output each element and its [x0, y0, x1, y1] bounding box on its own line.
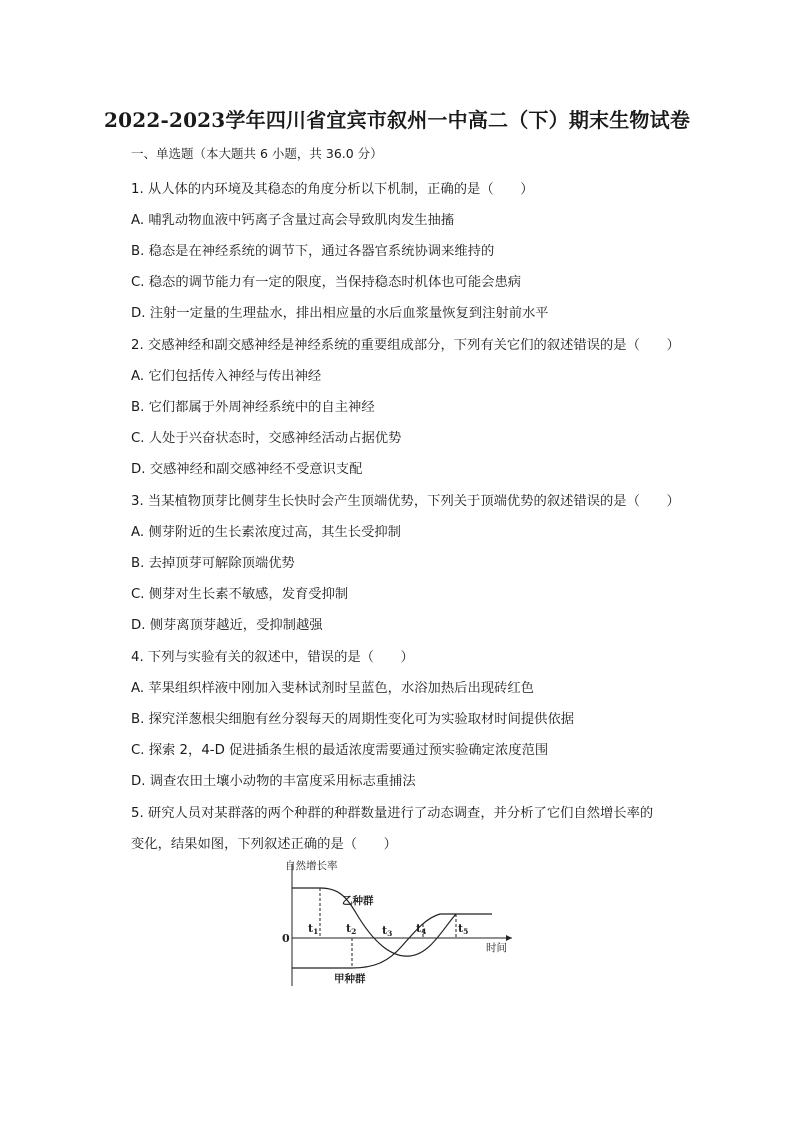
section-heading: 一、单选题（本大题共 6 小题，共 36.0 分）	[131, 146, 383, 161]
question-1-option-b: B. 稳态是在神经系统的调节下，通过各器官系统协调来维持的	[131, 244, 495, 259]
question-5-stem-line2: 变化，结果如图，下列叙述正确的是（ ）	[131, 837, 397, 852]
question-1-option-c: C. 稳态的调节能力有一定的限度，当保持稳态时机体也可能会患病	[131, 275, 522, 290]
question-1-stem: 1. 从人体的内环境及其稳态的角度分析以下机制，正确的是（ ）	[131, 182, 534, 197]
x-axis-arrow	[506, 935, 512, 941]
question-4-option-c: C. 探索 2，4-D 促进插条生根的最适浓度需要通过预实验确定浓度范围	[131, 743, 549, 758]
question-2-option-c: C. 人处于兴奋状态时，交感神经活动占据优势	[131, 431, 402, 446]
question-2-option-d: D. 交感神经和副交感神经不受意识支配	[131, 462, 363, 477]
question-3-option-b: B. 去掉顶芽可解除顶端优势	[131, 556, 295, 571]
origin-label: 0	[282, 932, 290, 945]
x-axis-label: 时间	[486, 942, 507, 954]
tick-t5: t5	[458, 922, 469, 936]
question-2-option-a: A. 它们包括传入神经与传出神经	[131, 369, 322, 384]
question-4-option-b: B. 探究洋葱根尖细胞有丝分裂每天的周期性变化可为实验取材时间提供依据	[131, 712, 575, 727]
tick-t2: t2	[346, 922, 357, 936]
series-a-curve	[292, 914, 456, 968]
question-4-option-d: D. 调查农田土壤小动物的丰富度采用标志重捕法	[131, 774, 416, 789]
paper-title: 2022-2023学年四川省宜宾市叙州一中高二（下）期末生物试卷	[103, 108, 691, 132]
question-3-option-c: C. 侧芽对生长素不敏感，发育受抑制	[131, 587, 349, 602]
question-5-stem-line1: 5. 研究人员对某群落的两个种群的种群数量进行了动态调查，并分析了它们自然增长率的	[131, 806, 654, 821]
tick-t1: t1	[308, 922, 319, 936]
question-2-option-b: B. 它们都属于外周神经系统中的自主神经	[131, 400, 375, 415]
question-3-stem: 3. 当某植物顶芽比侧芽生长快时会产生顶端优势，下列关于顶端优势的叙述错误的是（ ）	[131, 494, 680, 509]
question-4-option-a: A. 苹果组织样液中刚加入斐林试剂时呈蓝色，水浴加热后出现砖红色	[131, 681, 534, 696]
tick-t4: t4	[416, 922, 427, 936]
tick-t3: t3	[382, 924, 393, 938]
series-a-label: 甲种群	[334, 973, 366, 985]
series-b-label: 乙种群	[342, 895, 374, 907]
question-1-option-a: A. 哺乳动物血液中钙离子含量过高会导致肌肉发生抽搐	[131, 213, 455, 228]
growth-rate-figure	[280, 858, 520, 994]
question-3-option-a: A. 侧芽附近的生长素浓度过高，其生长受抑制	[131, 525, 401, 540]
y-axis-label: 自然增长率	[285, 860, 338, 872]
question-1-option-d: D. 注射一定量的生理盐水，排出相应量的水后血浆量恢复到注射前水平	[131, 306, 549, 321]
question-3-option-d: D. 侧芽离顶芽越近，受抑制越强	[131, 618, 323, 633]
question-2-stem: 2. 交感神经和副交感神经是神经系统的重要组成部分，下列有关它们的叙述错误的是（ ）	[131, 338, 680, 353]
question-4-stem: 4. 下列与实验有关的叙述中，错误的是（ ）	[131, 650, 414, 665]
